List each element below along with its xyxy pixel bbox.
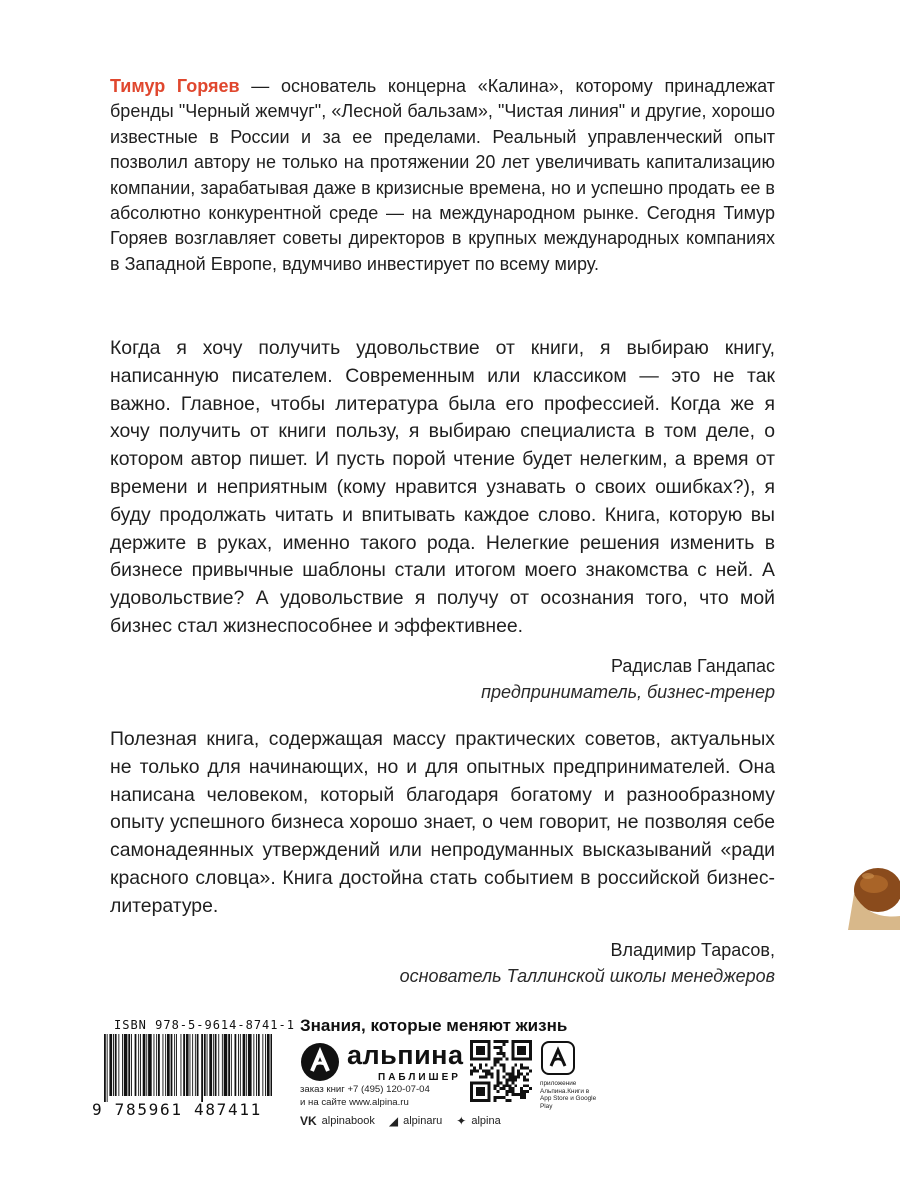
quote-signature bbox=[110, 937, 775, 989]
barcode-bar bbox=[228, 1034, 230, 1096]
qr-code bbox=[470, 1040, 532, 1102]
barcode-bar bbox=[190, 1034, 191, 1096]
barcode-bar bbox=[138, 1034, 139, 1096]
qr-module bbox=[523, 1075, 526, 1078]
qr-module bbox=[523, 1093, 526, 1096]
qr-module bbox=[473, 1070, 476, 1073]
barcode-bar bbox=[192, 1034, 193, 1096]
social-dzen bbox=[456, 1114, 500, 1128]
qr-module bbox=[479, 1075, 482, 1078]
qr-module bbox=[508, 1099, 511, 1102]
bio-paragraph bbox=[110, 74, 775, 277]
barcode-bar bbox=[231, 1034, 232, 1096]
barcode-bar bbox=[167, 1034, 170, 1096]
review-quote-2 bbox=[110, 726, 775, 989]
order-phone: заказ книг +7 (495) 120-07-04 bbox=[300, 1084, 430, 1095]
qr-module bbox=[497, 1058, 500, 1061]
barcode-bar bbox=[128, 1034, 130, 1096]
qr-module bbox=[488, 1070, 491, 1073]
ean-digits: 9 785961 487411 bbox=[92, 1100, 262, 1119]
qr-module bbox=[494, 1084, 497, 1087]
barcode-bar bbox=[131, 1034, 132, 1096]
barcode-bar bbox=[165, 1034, 166, 1096]
alpina-app-icon bbox=[541, 1041, 575, 1075]
barcode-bar bbox=[143, 1034, 146, 1096]
qr-module bbox=[523, 1096, 526, 1099]
review-quote-1 bbox=[110, 335, 775, 705]
barcode-bar bbox=[240, 1034, 241, 1096]
barcode-bar bbox=[271, 1034, 273, 1096]
qr-module bbox=[529, 1070, 532, 1073]
publisher-tagline: Знания, которые меняют жизнь bbox=[300, 1016, 568, 1035]
barcode-bar bbox=[215, 1034, 217, 1096]
qr-module bbox=[523, 1090, 526, 1093]
qr-module bbox=[523, 1084, 526, 1087]
website: и на сайте www.alpina.ru bbox=[300, 1097, 409, 1108]
qr-module bbox=[494, 1046, 497, 1049]
qr-module bbox=[497, 1070, 500, 1073]
barcode-bar bbox=[213, 1034, 214, 1096]
qr-module bbox=[497, 1046, 500, 1049]
qr-module bbox=[470, 1072, 473, 1075]
qr-module bbox=[505, 1084, 508, 1087]
qr-module bbox=[511, 1087, 514, 1090]
barcode-bar bbox=[118, 1034, 119, 1096]
qr-module bbox=[502, 1055, 505, 1058]
barcode-bar bbox=[124, 1034, 128, 1096]
reviewer-role: предприниматель, бизнес-тренер bbox=[481, 681, 775, 702]
qr-module bbox=[500, 1081, 503, 1084]
qr-module bbox=[520, 1093, 523, 1096]
quote-text: Когда я хочу получить удовольствие от книги, я выбираю книгу, написанную писателем. Современным или классиком — это не так важно. Главное, чтобы литература была его профессией. Когда же я хочу получить от книги пользу, я выбираю специалиста в том деле, о котором автор пишет. И пусть порой чтение будет нелегким, а время от времени и неприятным (кому нравится узнавать о своих ошибках?), я буду продолжать читать и впитывать каждое слово. Книга, которую вы держите в руках, именно такого рода. Нелегкие решения изменить в бизнесе привычные шаблоны стали итогом моего знакомства с ней. А удовольствие? А удовольствие я получу от осознания того, что мой бизнес стал жизнеспособнее и эффективнее. bbox=[110, 337, 775, 637]
qr-module bbox=[508, 1090, 511, 1093]
barcode-bar bbox=[183, 1034, 185, 1096]
barcode-bar bbox=[246, 1034, 247, 1096]
qr-module bbox=[482, 1075, 485, 1078]
qr-module bbox=[517, 1072, 520, 1075]
qr-module bbox=[479, 1067, 482, 1070]
app-store-text: приложение Альпина.Книги в App Store и Google Play bbox=[540, 1080, 597, 1110]
qr-module bbox=[514, 1093, 517, 1096]
qr-module bbox=[508, 1084, 511, 1087]
qr-module bbox=[505, 1090, 508, 1093]
qr-module bbox=[511, 1090, 514, 1093]
barcode-bar bbox=[201, 1034, 203, 1102]
barcode-bar bbox=[267, 1034, 270, 1096]
barcode-bar bbox=[265, 1034, 266, 1096]
reviewer-role: основатель Таллинской школы менеджеров bbox=[399, 965, 775, 986]
qr-module bbox=[476, 1046, 485, 1055]
qr-module bbox=[502, 1043, 505, 1046]
social-label: alpinaru bbox=[403, 1115, 443, 1127]
qr-module bbox=[473, 1067, 476, 1070]
qr-module bbox=[494, 1099, 497, 1102]
qr-module bbox=[491, 1067, 494, 1070]
barcode-bar bbox=[207, 1034, 208, 1096]
social-telegram bbox=[389, 1114, 442, 1128]
qr-module bbox=[505, 1072, 508, 1075]
qr-module bbox=[485, 1064, 488, 1067]
qr-module bbox=[502, 1084, 505, 1087]
qr-module bbox=[517, 1046, 526, 1055]
qr-module bbox=[497, 1040, 500, 1043]
dzen-icon: ✦ bbox=[456, 1114, 467, 1128]
qr-module bbox=[520, 1096, 523, 1099]
barcode-bar bbox=[186, 1034, 189, 1096]
qr-module bbox=[502, 1087, 505, 1090]
barcode-bar bbox=[248, 1034, 252, 1096]
qr-module bbox=[502, 1040, 505, 1043]
barcode-bar bbox=[109, 1034, 112, 1096]
barcode-bar bbox=[218, 1034, 219, 1096]
qr-module bbox=[505, 1040, 508, 1043]
qr-module bbox=[508, 1087, 511, 1090]
barcode-bar bbox=[181, 1034, 182, 1096]
qr-module bbox=[488, 1072, 491, 1075]
publisher-contacts bbox=[300, 1083, 480, 1109]
qr-module bbox=[497, 1090, 500, 1093]
barcode-bar bbox=[238, 1034, 239, 1096]
isbn-text: ISBN 978-5-9614-8741-1 bbox=[114, 1018, 295, 1032]
qr-module bbox=[517, 1075, 520, 1078]
publisher-logo-word: альпина bbox=[347, 1040, 464, 1070]
qr-module bbox=[508, 1075, 511, 1078]
qr-module bbox=[517, 1093, 520, 1096]
qr-module bbox=[502, 1070, 505, 1073]
barcode-bar bbox=[253, 1034, 254, 1096]
qr-module bbox=[470, 1064, 473, 1067]
qr-module bbox=[502, 1064, 505, 1067]
qr-module bbox=[485, 1075, 488, 1078]
barcode-bar bbox=[243, 1034, 246, 1096]
qr-module bbox=[497, 1081, 500, 1084]
qr-module bbox=[500, 1046, 503, 1049]
barcode-bar bbox=[115, 1034, 117, 1096]
telegram-icon: ◢ bbox=[388, 1114, 399, 1128]
qr-module bbox=[520, 1087, 523, 1090]
barcode-bar bbox=[146, 1034, 147, 1096]
qr-module bbox=[526, 1078, 529, 1081]
qr-module bbox=[470, 1070, 473, 1073]
qr-module bbox=[497, 1072, 500, 1075]
barcode-bar bbox=[171, 1034, 173, 1096]
qr-module bbox=[502, 1075, 505, 1078]
qr-module bbox=[502, 1096, 505, 1099]
qr-module bbox=[494, 1040, 497, 1043]
social-label: alpina bbox=[471, 1115, 501, 1127]
qr-module bbox=[500, 1052, 503, 1055]
qr-module bbox=[500, 1049, 503, 1052]
barcode-bar bbox=[113, 1034, 114, 1096]
vk-icon: VK bbox=[300, 1114, 317, 1128]
qr-module bbox=[491, 1072, 494, 1075]
qr-module bbox=[511, 1072, 514, 1075]
barcode-bar bbox=[122, 1034, 123, 1096]
qr-module bbox=[505, 1093, 508, 1096]
qr-module bbox=[497, 1084, 500, 1087]
qr-module bbox=[514, 1075, 517, 1078]
qr-module bbox=[511, 1075, 514, 1078]
qr-module bbox=[526, 1067, 529, 1070]
qr-module bbox=[523, 1067, 526, 1070]
author-bio bbox=[110, 74, 775, 277]
qr-module bbox=[494, 1061, 497, 1064]
qr-module bbox=[479, 1064, 482, 1067]
barcode-bar bbox=[154, 1034, 155, 1096]
qr-module bbox=[514, 1064, 517, 1067]
qr-module bbox=[520, 1072, 523, 1075]
barcode-bar bbox=[235, 1034, 237, 1096]
qr-module bbox=[500, 1058, 503, 1061]
qr-module bbox=[500, 1064, 503, 1067]
quote-signature bbox=[110, 653, 775, 705]
barcode-bar bbox=[156, 1034, 157, 1096]
barcode-bar bbox=[224, 1034, 228, 1096]
bio-text: — основатель концерна «Калина», которому принадлежат бренды "Черный жемчуг", «Лесной бальзам», "Чистая линия" и другие, хорошо известные в России и за ее пределами. Реальный управленческий опыт позволил автору не только на протяжении 20 лет увеличивать капитализацию компании, зарабатывая даже в кризисные времена, но и успешно продать ее в абсолютно конкурентной среде — на международном рынке. Сегодня Тимур Горяев возглавляет советы директоров в крупных международных компаниях в Западной Европе, вдумчиво инвестирует по всему миру. bbox=[110, 76, 775, 274]
barcode-bar bbox=[148, 1034, 152, 1096]
barcode-bar bbox=[107, 1034, 108, 1102]
qr-module bbox=[511, 1081, 514, 1084]
author-name: Тимур Горяев bbox=[110, 76, 240, 96]
qr-module bbox=[482, 1070, 485, 1073]
qr-module bbox=[502, 1052, 505, 1055]
qr-module bbox=[494, 1087, 497, 1090]
qr-module bbox=[494, 1058, 497, 1061]
qr-module bbox=[517, 1070, 520, 1073]
barcode-bar bbox=[135, 1034, 137, 1096]
barcode-bar bbox=[176, 1034, 177, 1096]
qr-module bbox=[476, 1087, 485, 1096]
qr-module bbox=[526, 1084, 529, 1087]
qr-module bbox=[520, 1067, 523, 1070]
qr-module bbox=[523, 1078, 526, 1081]
publisher-logo-sub: ПАБЛИШЕР bbox=[378, 1072, 461, 1083]
barcode-bar bbox=[222, 1034, 223, 1096]
qr-module bbox=[514, 1078, 517, 1081]
qr-module bbox=[485, 1070, 488, 1073]
qr-module bbox=[505, 1081, 508, 1084]
qr-module bbox=[491, 1075, 494, 1078]
qr-module bbox=[508, 1078, 511, 1081]
qr-module bbox=[497, 1096, 500, 1099]
barcode-bar bbox=[140, 1034, 141, 1096]
barcode-bar bbox=[204, 1034, 206, 1096]
reviewer-name: Радислав Гандапас bbox=[610, 655, 775, 676]
barcode-bar bbox=[197, 1034, 199, 1096]
barcode-bar bbox=[174, 1034, 175, 1096]
barcode-bar bbox=[195, 1034, 196, 1096]
qr-module bbox=[526, 1090, 529, 1093]
quote-text: Полезная книга, содержащая массу практических советов, актуальных не только для начинающих, но и для опытных предпринимателей. Она написана человеком, который благодаря богатому и разнообразному опыту успешного бизнеса хорошо знает, о чем говорит, не позволяя себе самонадеянных утверждений или непродуманных высказываний «ради красного словца». Книга достойна стать событием в российской бизнес-литературе. bbox=[110, 728, 775, 917]
qr-module bbox=[505, 1058, 508, 1061]
barcode-bar bbox=[209, 1034, 212, 1096]
barcode-bar bbox=[163, 1034, 164, 1096]
reviewer-name: Владимир Тарасов, bbox=[610, 939, 775, 960]
alpina-logo-icon bbox=[301, 1043, 339, 1081]
qr-module bbox=[520, 1064, 523, 1067]
qr-module bbox=[505, 1078, 508, 1081]
qr-module bbox=[500, 1087, 503, 1090]
qr-module bbox=[497, 1052, 500, 1055]
ean-barcode bbox=[104, 1034, 272, 1102]
social-links bbox=[300, 1114, 501, 1128]
qr-module bbox=[511, 1078, 514, 1081]
qr-module bbox=[497, 1061, 500, 1064]
qr-module bbox=[511, 1067, 514, 1070]
barcode-bar bbox=[262, 1034, 263, 1096]
social-label: alpinabook bbox=[321, 1115, 375, 1127]
qr-module bbox=[508, 1072, 511, 1075]
qr-module bbox=[520, 1090, 523, 1093]
hazelnut-illustration bbox=[838, 860, 900, 930]
barcode-bar bbox=[256, 1034, 257, 1096]
qr-module bbox=[497, 1078, 500, 1081]
qr-module bbox=[485, 1072, 488, 1075]
qr-module bbox=[511, 1093, 514, 1096]
qr-module bbox=[505, 1099, 508, 1102]
qr-module bbox=[529, 1087, 532, 1090]
qr-module bbox=[502, 1067, 505, 1070]
qr-module bbox=[514, 1084, 517, 1087]
qr-module bbox=[476, 1070, 479, 1073]
qr-module bbox=[511, 1070, 514, 1073]
qr-module bbox=[500, 1096, 503, 1099]
barcode-bar bbox=[258, 1034, 260, 1096]
qr-module bbox=[494, 1064, 497, 1067]
barcode-bar bbox=[104, 1034, 106, 1102]
qr-module bbox=[497, 1075, 500, 1078]
barcode-bar bbox=[158, 1034, 160, 1096]
qr-module bbox=[494, 1096, 497, 1099]
qr-module bbox=[526, 1072, 529, 1075]
social-vk bbox=[300, 1114, 375, 1128]
qr-module bbox=[500, 1040, 503, 1043]
